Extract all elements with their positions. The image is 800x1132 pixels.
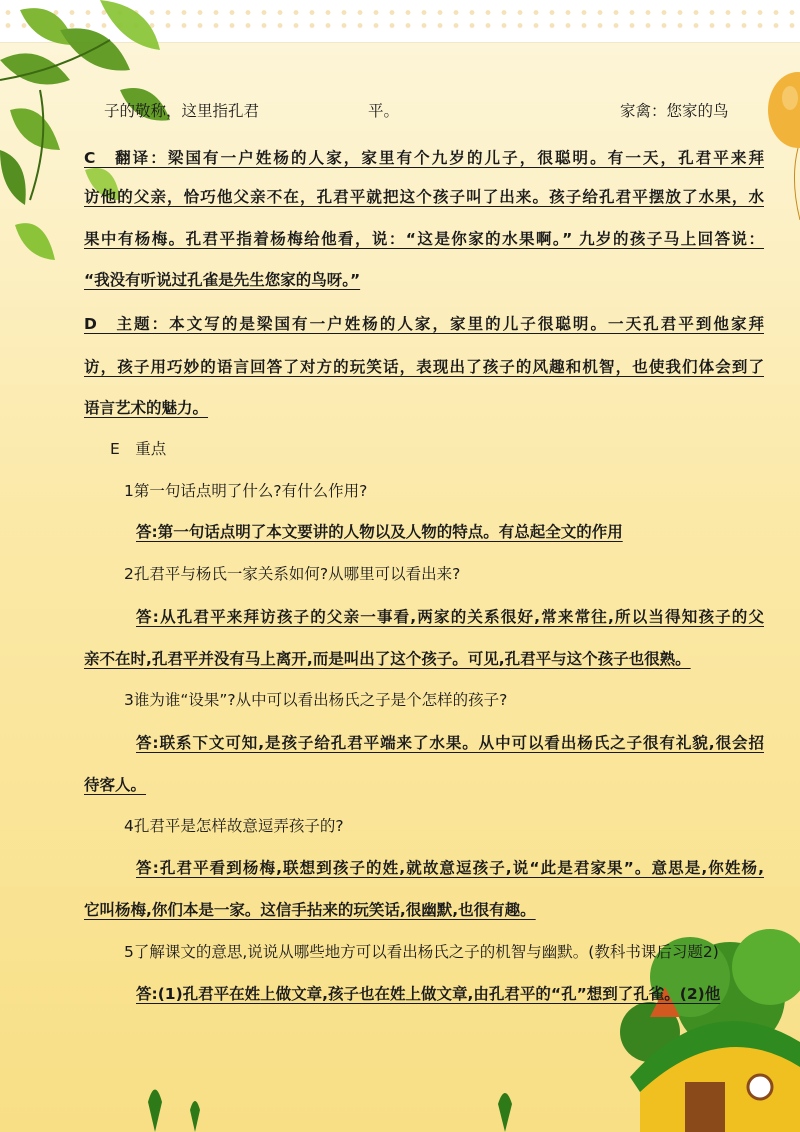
section-d-line-1: D 主题：本文写的是梁国有一户姓杨的人家，家里的儿子很聪明。一天孔君平到他家拜 bbox=[84, 315, 764, 333]
top-line-right: 家禽：您家的鸟 bbox=[620, 102, 729, 120]
answer-2-line-2: 亲不在时,孔君平并没有马上离开,而是叫出了这个孩子。可见,孔君平与这个孩子也很熟。 bbox=[84, 650, 691, 668]
answer-4-line-2: 它叫杨梅,你们本是一家。这信手拈来的玩笑话,很幽默,也很有趣。 bbox=[84, 901, 536, 919]
answer-1: 答:第一句话点明了本文要讲的人物以及人物的特点。有总起全文的作用 bbox=[136, 523, 623, 541]
answer-4-line-1: 答:孔君平看到杨梅,联想到孩子的姓,就故意逗孩子,说“此是君家果”。意思是,你姓杨, bbox=[136, 859, 764, 877]
section-e-heading: E 重点 bbox=[110, 440, 167, 458]
section-c-line-1: C 翻译：梁国有一户姓杨的人家，家里有个九岁的儿子，很聪明。有一天，孔君平来拜 bbox=[84, 149, 764, 167]
answer-3-line-1: 答:联系下文可知,是孩子给孔君平端来了水果。从中可以看出杨氏之子很有礼貌,很会招 bbox=[136, 734, 764, 752]
question-5: 5了解课文的意思,说说从哪些地方可以看出杨氏之子的机智与幽默。(教科书课后习题2) bbox=[124, 943, 719, 961]
answer-5-line-1: 答:(1)孔君平在姓上做文章,孩子也在姓上做文章,由孔君平的“孔”想到了孔雀。(2)他 bbox=[136, 985, 721, 1003]
question-2: 2孔君平与杨氏一家关系如何?从哪里可以看出来? bbox=[124, 565, 461, 583]
section-d-line-2: 访，孩子用巧妙的语言回答了对方的玩笑话，表现出了孩子的风趣和机智，也使我们体会到了 bbox=[84, 358, 764, 376]
top-line-left: 子的敬称，这里指孔君 bbox=[104, 102, 260, 120]
answer-3-line-2: 待客人。 bbox=[84, 776, 147, 794]
question-4: 4孔君平是怎样故意逗弄孩子的? bbox=[124, 817, 344, 835]
top-line-mid: 平。 bbox=[368, 102, 400, 120]
answer-2-line-1: 答:从孔君平来拜访孩子的父亲一事看,两家的关系很好,常来常往,所以当得知孩子的父 bbox=[136, 608, 764, 626]
section-c-line-2: 访他的父亲，恰巧他父亲不在，孔君平就把这个孩子叫了出来。孩子给孔君平摆放了水果，水 bbox=[84, 188, 764, 206]
question-3: 3谁为谁“设果”?从中可以看出杨氏之子是个怎样的孩子? bbox=[124, 691, 508, 709]
section-c-line-3: 果中有杨梅。孔君平指着杨梅给他看，说：“这是你家的水果啊。” 九岁的孩子马上回答说： bbox=[84, 230, 764, 248]
question-1: 1第一句话点明了什么?有什么作用? bbox=[124, 482, 368, 500]
section-d-line-3: 语言艺术的魅力。 bbox=[84, 399, 209, 417]
section-c-line-4: “我没有听说过孔雀是先生您家的鸟呀。” bbox=[84, 271, 361, 289]
